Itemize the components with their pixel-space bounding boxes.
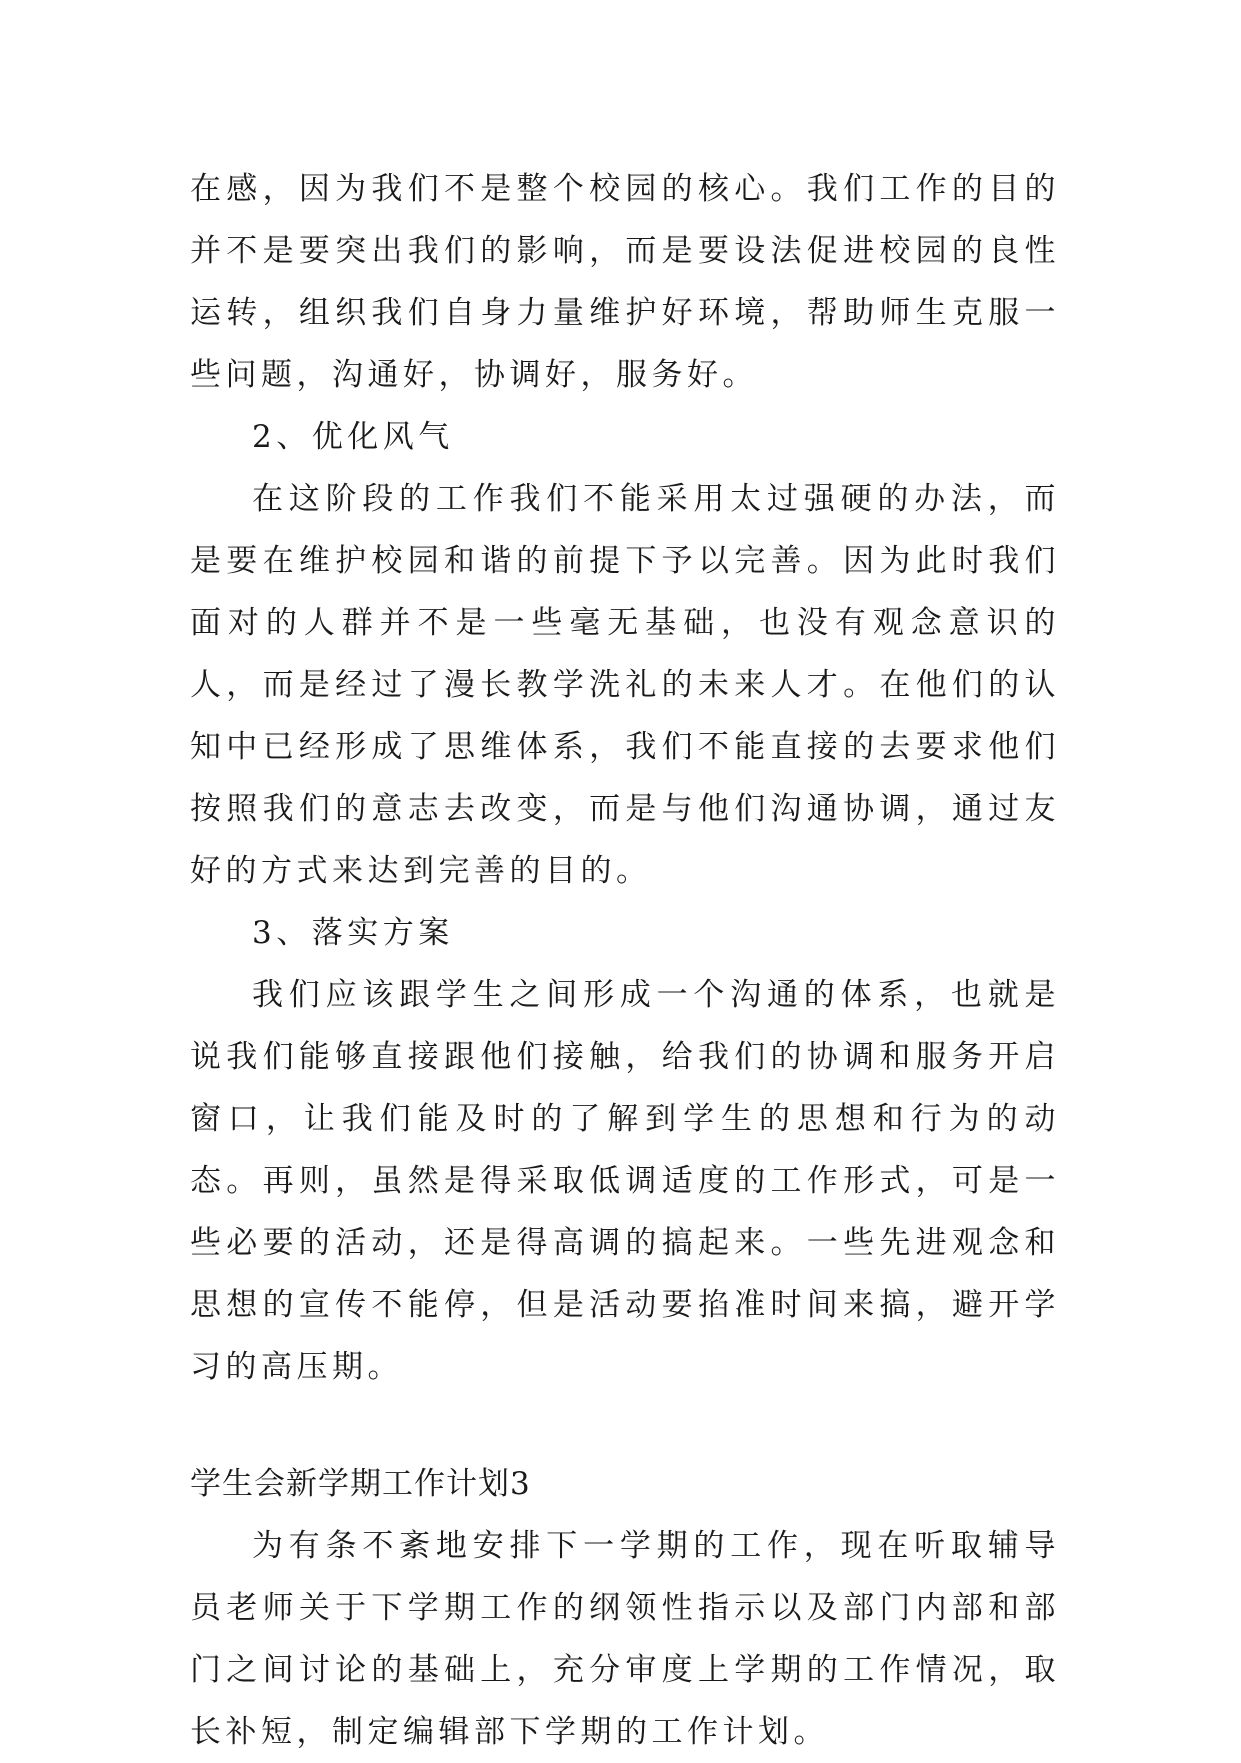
paragraph-optimize-atmosphere: 在这阶段的工作我们不能采用太过强硬的办法，而是要在维护校园和谐的前提下予以完善。因为此时我们面对的人群并不是一些毫无基础，也没有观念意识的人，而是经过了漫长教学洗礼的未来人才。在他们的认知中已经形成了思维体系，我们不能直接的去要求他们按照我们的意志去改变，而是与他们沟通协调，通过友好的方式来达到完善的目的。: [190, 481, 1060, 889]
subheading-optimize-atmosphere: 2、优化风气: [252, 419, 454, 455]
paragraph-continuation: 在感，因为我们不是整个校园的核心。我们工作的目的并不是要突出我们的影响，而是要设法促进校园的良性运转，组织我们自身力量维护好环境，帮助师生克服一些问题，沟通好，协调好，服务好。: [190, 171, 1060, 393]
section-title: 学生会新学期工作计划3: [190, 1466, 531, 1502]
paragraph-implement-plan: 我们应该跟学生之间形成一个沟通的体系，也就是说我们能够直接跟他们接触，给我们的协调和服务开启窗口，让我们能及时的了解到学生的思想和行为的动态。再则，虽然是得采取低调适度的工作形式，可是一些必要的活动，还是得高调的搞起来。一些先进观念和思想的宣传不能停，但是活动要掐准时间来搞，避开学习的高压期。: [190, 977, 1060, 1385]
document-body: [190, 158, 1060, 1763]
subheading-implement-plan: 3、落实方案: [252, 915, 454, 951]
paragraph-intro: 为有条不紊地安排下一学期的工作，现在听取辅导员老师关于下学期工作的纲领性指示以及部门内部和部门之间讨论的基础上，充分审度上学期的工作情况，取长补短，制定编辑部下学期的工作计划。: [190, 1528, 1060, 1750]
